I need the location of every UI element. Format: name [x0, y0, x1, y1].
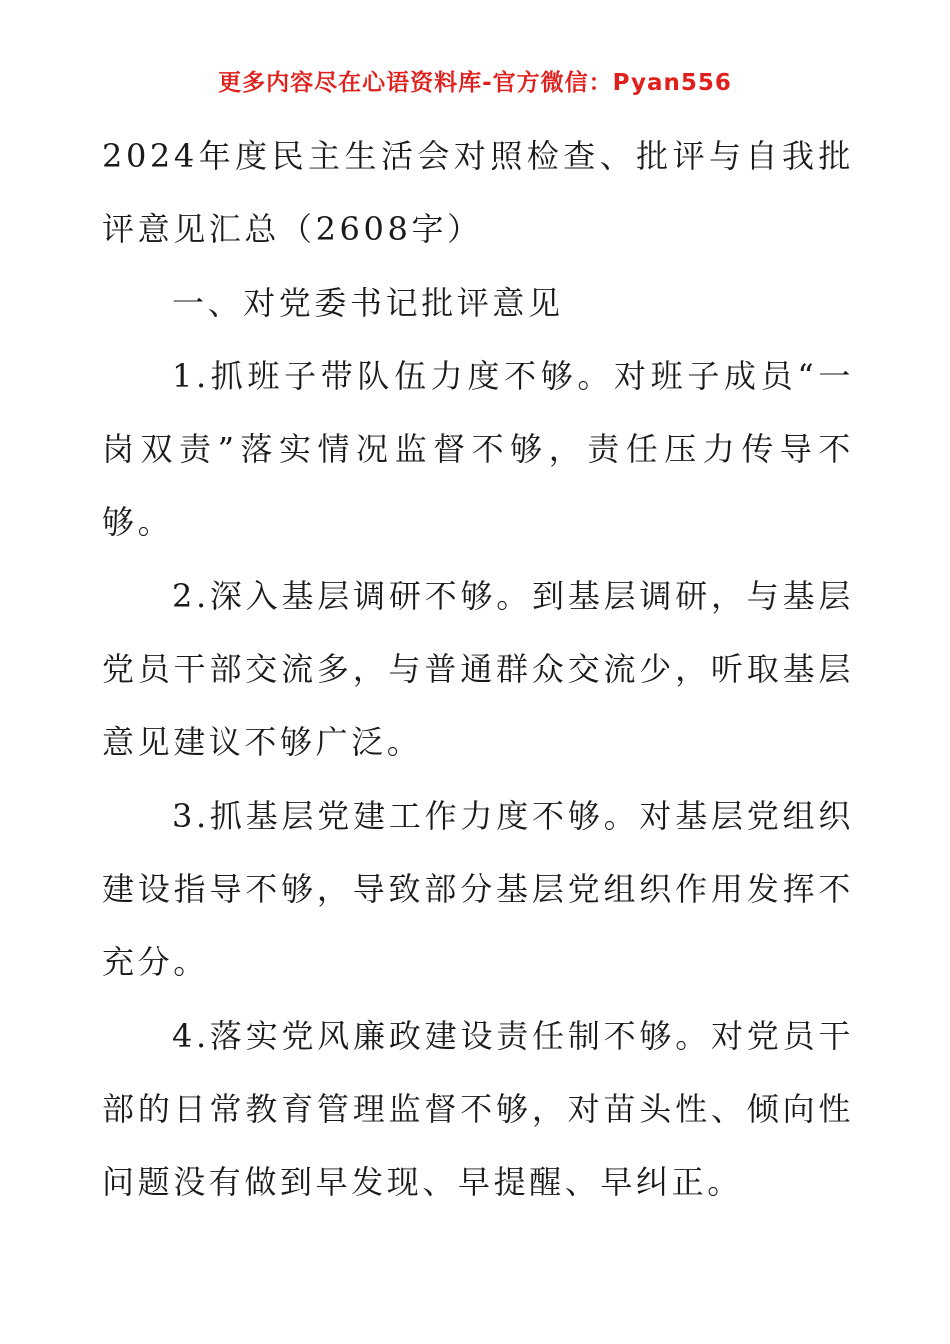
list-item: 2.深入基层调研不够。到基层调研，与基层党员干部交流多，与普通群众交流少，听取基层意见建议不够广泛。	[102, 576, 854, 762]
document-body	[102, 120, 854, 1219]
list-item: 3.抓基层党建工作力度不够。对基层党组织建设指导不够，导致部分基层党组织作用发挥不充分。	[102, 796, 854, 982]
list-item: 1.抓班子带队伍力度不够。对班子成员“一岗双责”落实情况监督不够，责任压力传导不够。	[102, 356, 854, 542]
header-banner: 更多内容尽在心语资料库-官方微信：Pyan556	[218, 70, 732, 96]
section-heading: 一、对党委书记批评意见	[172, 283, 564, 322]
document-title: 2024年度民主生活会对照检查、批评与自我批评意见汇总（2608字）	[102, 137, 854, 249]
list-item: 4.落实党风廉政建设责任制不够。对党员干部的日常教育管理监督不够，对苗头性、倾向性问题没有做到早发现、早提醒、早纠正。	[102, 1016, 854, 1202]
